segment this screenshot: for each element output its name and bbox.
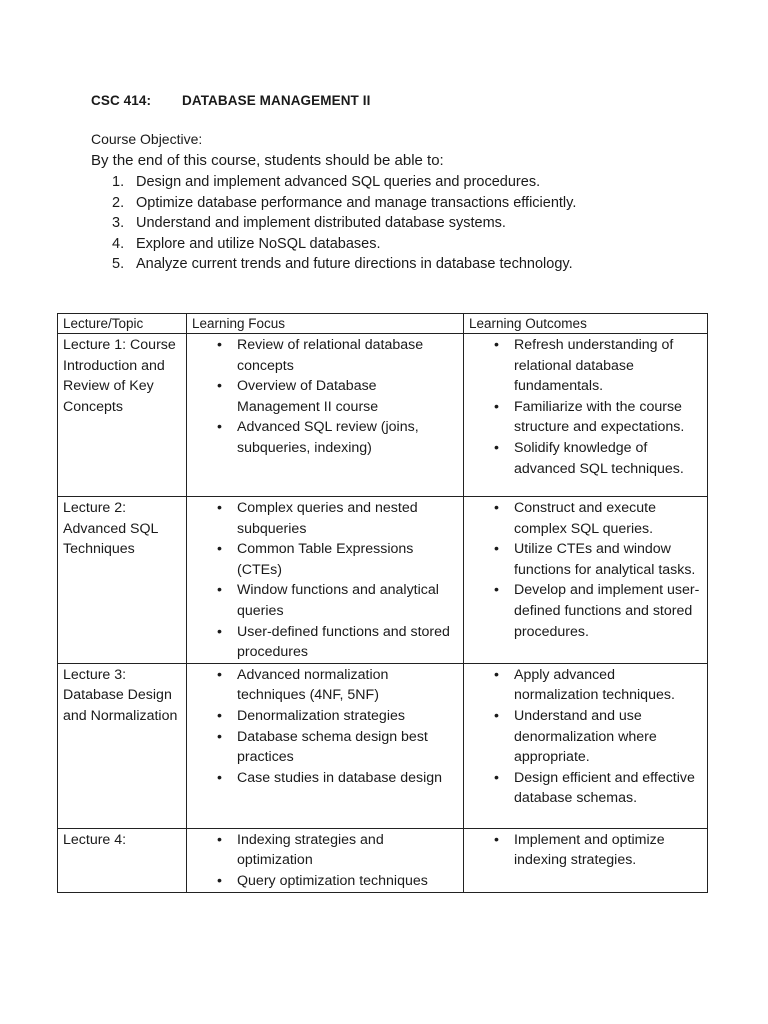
list-item: • Denormalization strategies — [237, 706, 458, 727]
course-title: DATABASE MANAGEMENT II — [182, 93, 371, 108]
table-row — [58, 663, 708, 828]
objective-item: 3. Understand and implement distributed database systems. — [112, 215, 506, 232]
objective-list — [112, 172, 576, 275]
learning-focus-cell — [187, 497, 464, 664]
objective-item: 1. Design and implement advanced SQL queries and procedures. — [112, 174, 541, 190]
list-item: • Common Table Expressions (CTEs) — [237, 539, 458, 580]
list-item: • Database schema design best practices — [237, 727, 458, 768]
learning-outcomes-cell — [464, 828, 708, 892]
list-item: • Window functions and analytical queries — [237, 580, 458, 621]
list-item: • Apply advanced normalization techniques. — [514, 665, 702, 706]
learning-outcomes-cell — [464, 334, 708, 497]
column-header-focus: Learning Focus — [187, 314, 464, 334]
list-item: • Case studies in database design — [237, 768, 458, 789]
table-row — [58, 497, 708, 664]
learning-outcomes-cell — [464, 663, 708, 828]
objective-item: 5. Analyze current trends and future directions in database technology. — [112, 256, 573, 273]
list-item: • Overview of Database Management II course — [237, 376, 458, 417]
list-item: • Familiarize with the course structure and expectations. — [514, 397, 702, 438]
table-header-row — [58, 314, 708, 334]
learning-focus-cell — [187, 828, 464, 892]
list-item: • Indexing strategies and optimization — [237, 830, 458, 871]
objective-item: 2. Optimize database performance and manage transactions efficiently. — [112, 194, 577, 211]
lecture-topic-cell: Lecture 2: Advanced SQL Techniques — [58, 497, 187, 664]
learning-focus-cell — [187, 663, 464, 828]
lecture-topic-cell: Lecture 1: Course Introduction and Review of Key Concepts — [58, 334, 187, 497]
table-row — [58, 828, 708, 892]
column-header-topic: Lecture/Topic — [58, 314, 187, 334]
objective-label: Course Objective: — [91, 131, 203, 147]
objective-intro: By the end of this course, students should be able to: — [91, 152, 444, 169]
list-item: • Advanced SQL review (joins, subqueries, indexing) — [237, 417, 458, 458]
lecture-topic-cell: Lecture 3: Database Design and Normalization — [58, 663, 187, 828]
list-item: • Solidify knowledge of advanced SQL techniques. — [514, 438, 702, 479]
course-table — [57, 313, 708, 893]
list-item: • Complex queries and nested subqueries — [237, 498, 458, 539]
learning-focus-cell — [187, 334, 464, 497]
table-row — [58, 334, 708, 497]
list-item: • Develop and implement user-defined functions and stored procedures. — [514, 580, 702, 642]
list-item: • Review of relational database concepts — [237, 335, 458, 376]
list-item: • Advanced normalization techniques (4NF, 5NF) — [237, 665, 458, 706]
list-item: • Implement and optimize indexing strategies. — [514, 830, 702, 871]
list-item: • Understand and use denormalization where appropriate. — [514, 706, 702, 768]
list-item: • Design efficient and effective database schemas. — [514, 768, 702, 809]
lecture-topic-cell: Lecture 4: — [58, 828, 187, 892]
list-item: • Query optimization techniques — [237, 871, 458, 892]
column-header-outcomes: Learning Outcomes — [464, 314, 708, 334]
learning-outcomes-cell — [464, 497, 708, 664]
page-title — [91, 93, 370, 108]
list-item: • User-defined functions and stored procedures — [237, 622, 458, 663]
course-code: CSC 414: — [91, 93, 152, 108]
list-item: • Refresh understanding of relational database fundamentals. — [514, 335, 702, 397]
list-item: • Construct and execute complex SQL queries. — [514, 498, 702, 539]
objective-item: 4. Explore and utilize NoSQL databases. — [112, 235, 381, 252]
list-item: • Utilize CTEs and window functions for analytical tasks. — [514, 539, 702, 580]
